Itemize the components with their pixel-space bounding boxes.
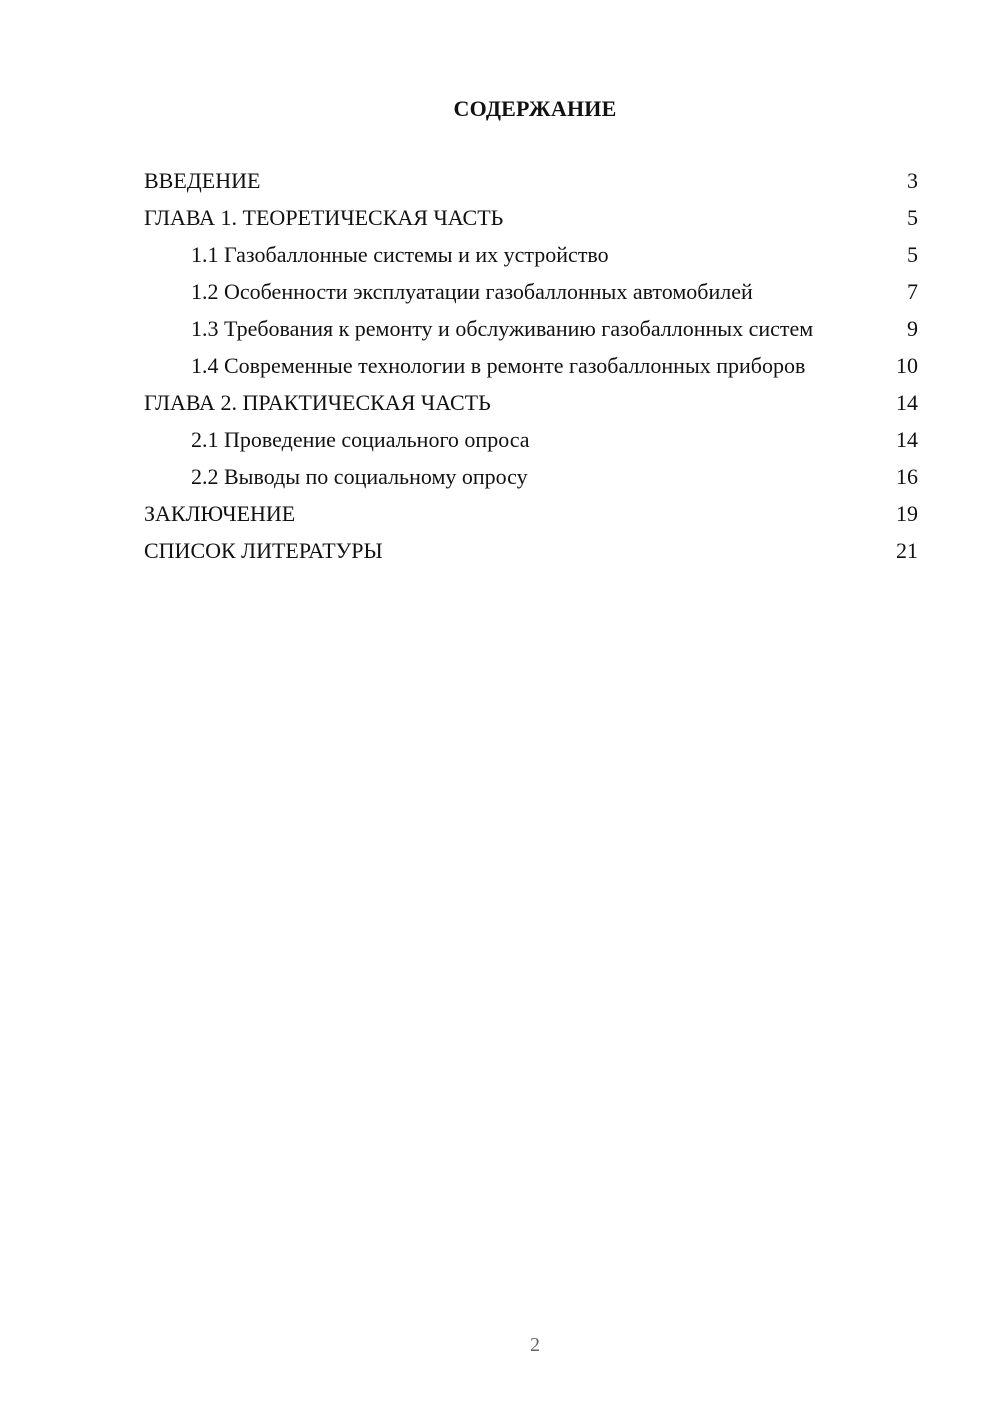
toc-entry-section-2-1[interactable] <box>144 427 918 453</box>
toc-entry-page: 10 <box>896 353 918 378</box>
toc-entry-page: 9 <box>907 316 918 341</box>
toc-entry-section-1-4[interactable] <box>144 353 918 379</box>
toc-entry-label: ВВЕДЕНИЕ <box>144 168 261 193</box>
toc-entry-section-1-1[interactable] <box>144 242 918 268</box>
toc-entry-section-1-3[interactable] <box>144 316 918 342</box>
toc-entry-chapter-1[interactable] <box>144 205 918 231</box>
toc-entry-page: 5 <box>907 242 918 267</box>
toc-entry-label: 1.4 Современные технологии в ремонте газобаллонных приборов <box>191 353 806 378</box>
toc-entry-introduction[interactable] <box>144 168 918 194</box>
toc-entry-page: 5 <box>907 205 918 230</box>
toc-entry-label: СПИСОК ЛИТЕРАТУРЫ <box>144 538 383 563</box>
toc-entry-page: 21 <box>896 538 918 563</box>
toc-entry-bibliography[interactable] <box>144 538 918 564</box>
page-title: СОДЕРЖАНИЕ <box>453 96 617 121</box>
toc-entry-page: 3 <box>907 168 918 193</box>
toc-entry-page: 16 <box>896 464 918 489</box>
toc-entry-label: 1.2 Особенности эксплуатации газобаллонных автомобилей <box>191 279 753 304</box>
toc-entry-label: 1.1 Газобаллонные системы и их устройство <box>191 242 609 267</box>
toc-entry-conclusion[interactable] <box>144 501 918 527</box>
table-of-contents <box>144 168 918 575</box>
toc-entry-page: 14 <box>896 390 918 415</box>
page-number: 2 <box>530 1334 540 1356</box>
toc-entry-chapter-2[interactable] <box>144 390 918 416</box>
toc-entry-label: ГЛАВА 1. ТЕОРЕТИЧЕСКАЯ ЧАСТЬ <box>144 205 504 230</box>
toc-entry-label: ЗАКЛЮЧЕНИЕ <box>144 501 296 526</box>
toc-entry-label: 2.1 Проведение социального опроса <box>191 427 530 452</box>
toc-entry-page: 14 <box>896 427 918 452</box>
toc-entry-label: 2.2 Выводы по социальному опросу <box>191 464 528 489</box>
toc-entry-page: 7 <box>907 279 918 304</box>
toc-entry-label: 1.3 Требования к ремонту и обслуживанию газобаллонных систем <box>191 316 814 341</box>
toc-entry-label: ГЛАВА 2. ПРАКТИЧЕСКАЯ ЧАСТЬ <box>144 390 491 415</box>
toc-entry-section-2-2[interactable] <box>144 464 918 490</box>
toc-entry-section-1-2[interactable] <box>144 279 918 305</box>
toc-entry-page: 19 <box>896 501 918 526</box>
